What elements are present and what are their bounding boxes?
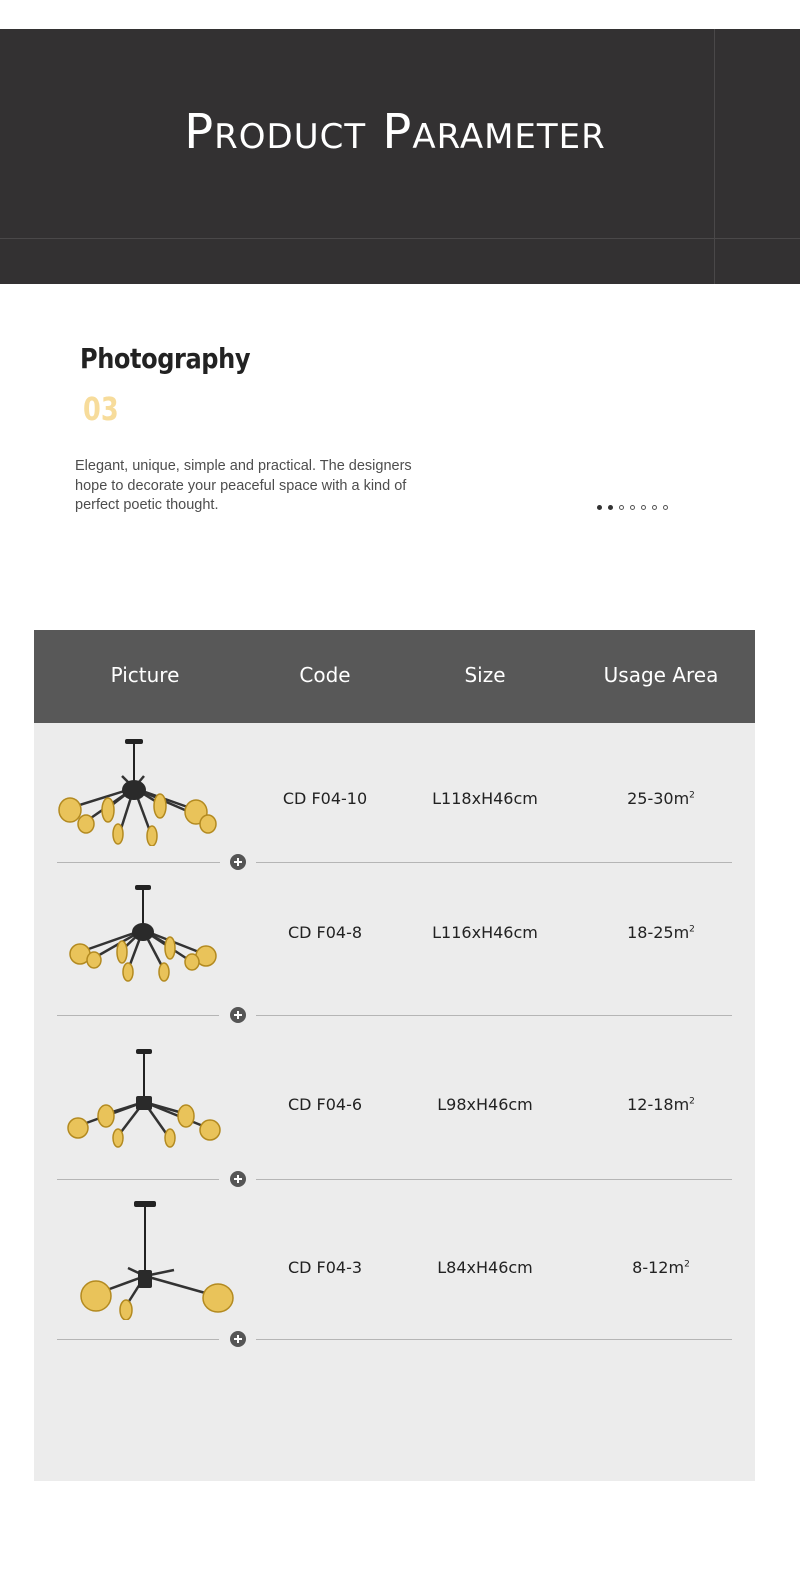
row-1-code: CD F04-10 bbox=[282, 789, 368, 808]
row-divider bbox=[57, 862, 220, 863]
row-divider bbox=[256, 1179, 732, 1180]
chandelier-3-heads-image bbox=[78, 1198, 238, 1320]
carousel-dot[interactable] bbox=[619, 505, 624, 510]
row-3-usage bbox=[576, 1095, 746, 1114]
section-number: 03 bbox=[83, 390, 119, 428]
row-divider bbox=[256, 862, 732, 863]
row-4-usage-sup: 2 bbox=[684, 1259, 690, 1270]
header-size: Size bbox=[464, 663, 506, 687]
row-4-usage-value: 8-12m bbox=[632, 1258, 685, 1277]
header-code: Code bbox=[299, 663, 351, 687]
plus-icon[interactable] bbox=[230, 1331, 246, 1347]
banner-vertical-line bbox=[714, 29, 715, 284]
carousel-dots bbox=[597, 505, 668, 510]
photography-heading: Photography bbox=[80, 342, 251, 375]
row-4-usage bbox=[576, 1258, 746, 1277]
plus-icon[interactable] bbox=[230, 1007, 246, 1023]
carousel-dot[interactable] bbox=[630, 505, 635, 510]
header-picture: Picture bbox=[110, 663, 180, 687]
row-2-size: L116xH46cm bbox=[432, 923, 538, 942]
carousel-dot[interactable] bbox=[608, 505, 613, 510]
table-header bbox=[34, 630, 755, 723]
plus-icon[interactable] bbox=[230, 854, 246, 870]
row-divider bbox=[256, 1339, 732, 1340]
row-1-usage-sup: 2 bbox=[689, 790, 695, 801]
row-divider bbox=[57, 1015, 219, 1016]
row-2-usage-value: 18-25m bbox=[627, 923, 690, 942]
row-2-usage bbox=[576, 923, 746, 942]
row-divider bbox=[57, 1179, 219, 1180]
row-divider bbox=[256, 1015, 732, 1016]
carousel-dot[interactable] bbox=[663, 505, 668, 510]
banner-title: Product Parameter bbox=[184, 104, 606, 160]
header-usage-area: Usage Area bbox=[603, 663, 719, 687]
row-4-code: CD F04-3 bbox=[287, 1258, 363, 1277]
carousel-dot[interactable] bbox=[597, 505, 602, 510]
intro-description: Elegant, unique, simple and practical. The designers hope to decorate your peaceful space with a kind of perfect poetic thought. bbox=[75, 458, 412, 513]
row-1-size: L118xH46cm bbox=[432, 789, 538, 808]
carousel-dot[interactable] bbox=[652, 505, 657, 510]
parameter-table bbox=[34, 630, 755, 1481]
chandelier-8-heads-image bbox=[64, 882, 224, 982]
row-4-size: L84xH46cm bbox=[437, 1258, 533, 1277]
row-3-code: CD F04-6 bbox=[287, 1095, 363, 1114]
row-3-usage-sup: 2 bbox=[689, 1096, 695, 1107]
row-3-usage-value: 12-18m bbox=[627, 1095, 690, 1114]
row-1-usage bbox=[576, 789, 746, 808]
carousel-dot[interactable] bbox=[641, 505, 646, 510]
chandelier-10-heads-image bbox=[56, 736, 226, 846]
chandelier-6-heads-image bbox=[64, 1046, 224, 1148]
row-3-size: L98xH46cm bbox=[437, 1095, 533, 1114]
banner-divider-line bbox=[0, 238, 800, 239]
row-2-usage-sup: 2 bbox=[689, 924, 695, 935]
row-2-code: CD F04-8 bbox=[287, 923, 363, 942]
plus-icon[interactable] bbox=[230, 1171, 246, 1187]
row-divider bbox=[57, 1339, 219, 1340]
row-1-usage-value: 25-30m bbox=[627, 789, 690, 808]
